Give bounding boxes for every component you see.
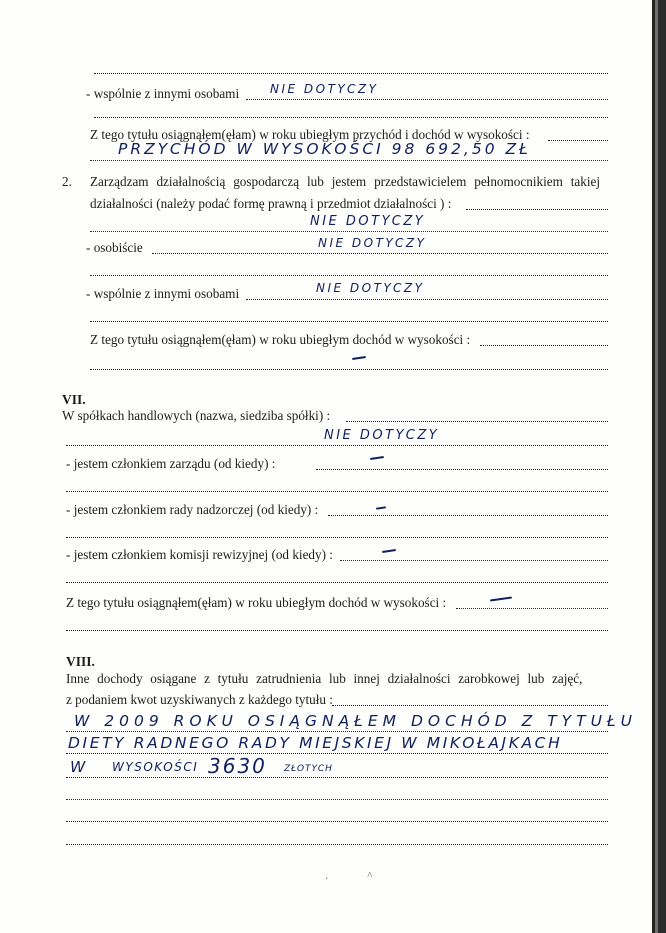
fill-line xyxy=(66,629,608,631)
handwritten-dash xyxy=(352,356,366,360)
vii-income-label: Z tego tytułu osiągnąłem(ęłam) w roku ubiegłym dochód w wysokości : xyxy=(66,595,447,610)
viii-handwritten-height: WYSOKOŚCI xyxy=(112,760,199,774)
item2-handwritten: NIE DOTYCZY xyxy=(310,214,426,229)
fill-line xyxy=(346,420,608,422)
fill-line xyxy=(246,298,608,300)
scan-speck: · xyxy=(325,874,329,885)
fill-line xyxy=(66,581,608,583)
personally-label: - osobiście xyxy=(86,240,143,255)
viii-handwritten-line2: DIETY RADNEGO RADY MIEJSKIEJ W MIKOŁAJKACH xyxy=(68,734,563,752)
viii-line1: Inne dochody osiągane z tytułu zatrudnienia lub innej działalności zarobkowej lub zajęć, xyxy=(66,671,583,686)
section-heading: VIII. xyxy=(66,654,95,669)
section-heading: VII. xyxy=(62,392,86,407)
viii-handwritten-currency: ZŁOTYCH xyxy=(284,764,333,774)
scan-edge-highlight xyxy=(655,0,658,933)
fill-line xyxy=(332,704,608,706)
fill-line xyxy=(90,320,608,322)
viii-handwritten-w: W xyxy=(70,758,89,776)
jointly2-handwritten: NIE DOTYCZY xyxy=(316,281,425,295)
fill-line xyxy=(94,116,608,118)
board-label: - jestem członkiem zarządu (od kiedy) : xyxy=(66,456,276,471)
fill-line xyxy=(90,368,608,370)
fill-line xyxy=(66,776,608,778)
fill-line xyxy=(246,98,608,100)
viii-handwritten-amount: 3630 xyxy=(208,754,267,778)
jointly-handwritten: NIE DOTYCZY xyxy=(270,82,379,96)
income2-label: Z tego tytułu osiągnąłem(ęłam) w roku ubiegłym dochód w wysokości : xyxy=(90,332,471,347)
fill-line xyxy=(316,468,608,470)
jointly-label: - wspólnie z innymi osobami xyxy=(86,86,240,101)
item2-line2: działalności (należy podać formę prawną i przedmiot działalności ) : xyxy=(90,196,452,211)
fill-line xyxy=(90,230,608,232)
fill-line xyxy=(66,820,608,822)
viii-handwritten-line1: W 2009 ROKU OSIĄGNĄŁEM DOCHÓD Z TYTUŁU xyxy=(74,712,638,730)
handwritten-dash xyxy=(370,456,384,460)
personally-handwritten: NIE DOTYCZY xyxy=(318,236,427,250)
income-handwritten: PRZYCHÓD W WYSOKOŚCI 98 692,50 ZŁ xyxy=(118,140,531,158)
companies-handwritten: NIE DOTYCZY xyxy=(324,428,440,443)
audit-label: - jestem członkiem komisji rewizyjnej (od kiedy) : xyxy=(66,547,333,562)
fill-line xyxy=(328,514,608,516)
handwritten-dash xyxy=(382,549,396,553)
item2-line1: Zarządzam działalnością gospodarczą lub jestem przedstawicielem pełnomocnikiem takiej xyxy=(90,174,601,189)
handwritten-dash xyxy=(376,506,386,509)
scan-speck: ˄ xyxy=(367,870,373,881)
fill-line xyxy=(152,252,608,254)
fill-line xyxy=(456,607,608,609)
fill-line xyxy=(66,536,608,538)
fill-line xyxy=(66,843,608,845)
fill-line xyxy=(66,490,608,492)
fill-line xyxy=(480,344,608,346)
fill-line xyxy=(90,159,608,161)
item-number: 2. xyxy=(62,174,72,189)
viii-line2: z podaniem kwot uzyskiwanych z każdego tytułu : xyxy=(66,692,333,707)
fill-line xyxy=(466,208,608,210)
supervisory-label: - jestem członkiem rady nadzorczej (od kiedy) : xyxy=(66,502,319,517)
income-label: Z tego tytułu osiągnąłem(ęłam) w roku ubiegłym przychód i dochód w wysokości : xyxy=(90,127,530,142)
fill-line xyxy=(66,730,608,732)
fill-line xyxy=(90,274,608,276)
jointly2-label: - wspólnie z innymi osobami xyxy=(86,286,240,301)
fill-line xyxy=(340,559,608,561)
fill-line xyxy=(66,798,608,800)
fill-line xyxy=(548,139,608,141)
fill-line xyxy=(66,752,608,754)
companies-label: W spółkach handlowych (nazwa, siedziba spółki) : xyxy=(62,408,331,423)
handwritten-dash xyxy=(490,596,512,601)
fill-line xyxy=(94,72,608,74)
fill-line xyxy=(66,444,608,446)
